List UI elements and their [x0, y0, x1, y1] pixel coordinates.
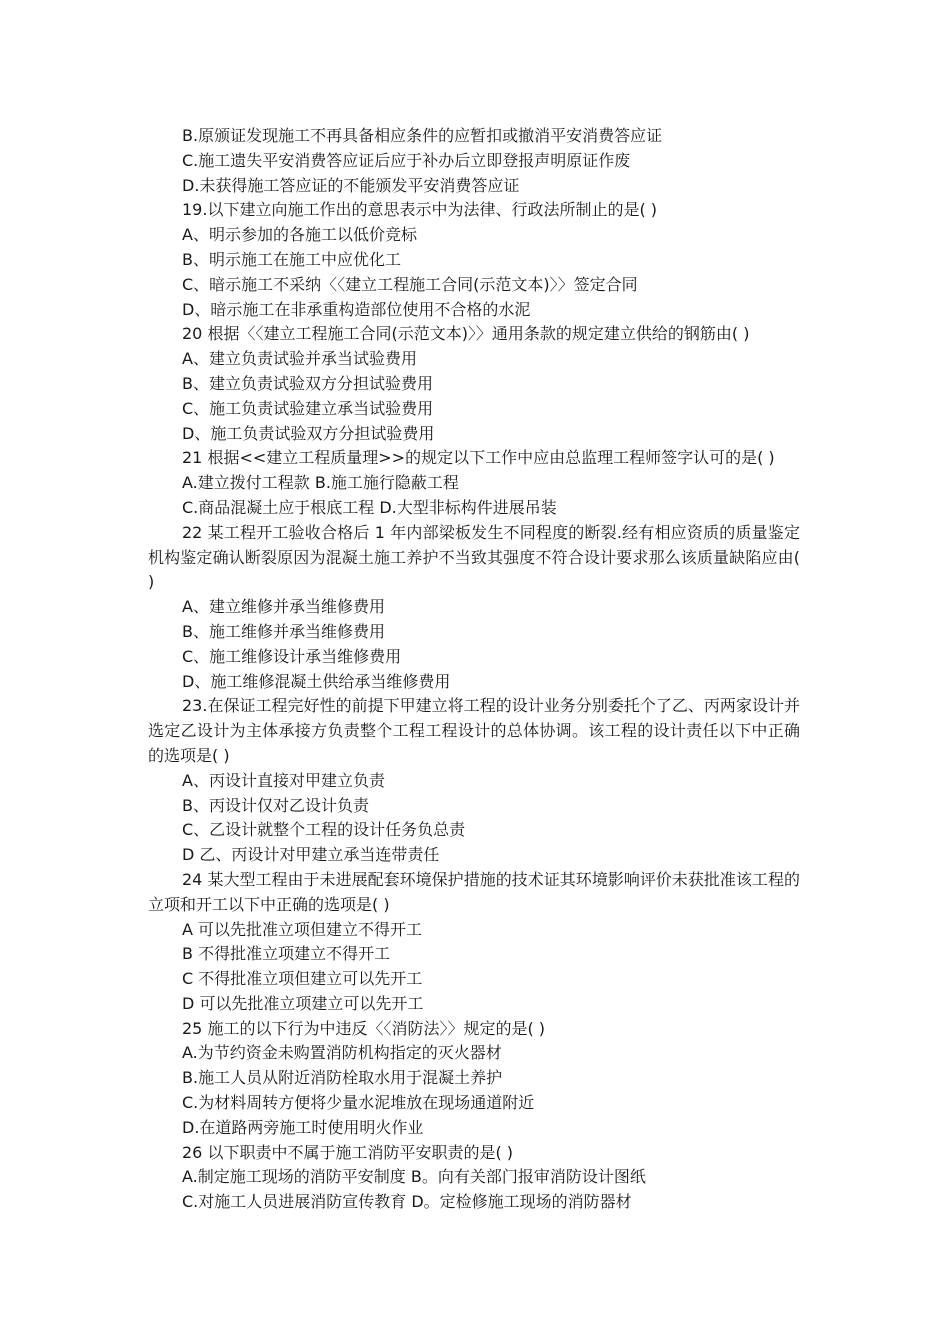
option-line: A、建立负责试验并承当试验费用 [182, 349, 417, 369]
option-line: C、乙设计就整个工程的设计任务负总责 [182, 820, 466, 840]
option-line: C、施工负责试验建立承当试验费用 [182, 398, 434, 418]
question-20: 20 根据〈〈建立工程施工合同(示范文本)〉〉通用条款的规定建立供给的钢筋由( ) [182, 324, 750, 344]
option-line: D、施工负责试验双方分担试验费用 [182, 423, 435, 443]
option-line: D 乙、丙设计对甲建立承当连带责任 [182, 845, 440, 865]
question-23: 23.在保证工程完好性的前提下甲建立将工程的设计业务分别委托个了乙、丙两家设计并选定乙设计为主体承接方负责整个工程工程设计的总体协调。该工程的设计责任以下中正确的选项是( ) [148, 696, 800, 765]
option-line: B、建立负责试验双方分担试验费用 [182, 373, 433, 393]
option-line: D 可以先批准立项建立可以先开工 [182, 993, 424, 1013]
option-line: B.原颁证发现施工不再具备相应条件的应暂扣或撤消平安消费答应证 [182, 126, 663, 145]
option-line: A.制定施工现场的消防平安制度 B。向有关部门报审消防设计图纸 [182, 1167, 646, 1187]
option-line: C、施工维修设计承当维修费用 [182, 646, 402, 666]
option-line: C.商品混凝土应于根底工程 D.大型非标构件进展吊装 [182, 497, 557, 517]
option-line: A.建立拨付工程款 B.施工施行隐蔽工程 [182, 473, 459, 493]
question-19: 19.以下建立向施工作出的意思表示中为法律、行政法所制止的是( ) [182, 200, 658, 220]
option-line: C.施工遗失平安消费答应证后应于补办后立即登报声明原证作废 [182, 150, 631, 170]
option-line: D.未获得施工答应证的不能颁发平安消费答应证 [182, 175, 520, 195]
option-line: B.施工人员从附近消防栓取水用于混凝土养护 [182, 1068, 503, 1088]
question-25: 25 施工的以下行为中违反〈〈消防法〉〉规定的是( ) [182, 1018, 546, 1038]
option-line: C.为材料周转方便将少量水泥堆放在现场通道附近 [182, 1093, 535, 1113]
option-line: D、施工维修混凝土供给承当维修费用 [182, 671, 451, 691]
option-line: A、丙设计直接对甲建立负责 [182, 770, 385, 790]
option-line: C.对施工人员进展消防宣传教育 D。定检修施工现场的消防器材 [182, 1192, 632, 1212]
option-line: D.在道路两旁施工时使用明火作业 [182, 1117, 424, 1137]
question-24: 24 某大型工程由于未进展配套环境保护措施的技术证其环境影响评价未获批准该工程的立项和开工以下中正确的选项是( ) [148, 869, 800, 914]
option-line: A 可以先批准立项但建立不得开工 [182, 919, 423, 939]
option-line: B 不得批准立项建立不得开工 [182, 944, 391, 964]
question-22: 22 某工程开工验收合格后 1 年内部梁板发生不同程度的断裂.经有相应资质的质量鉴定机构鉴定确认断裂原因为混凝土施工养护不当致其强度不符合设计要求那么该质量缺陷应由( ) [148, 522, 800, 592]
option-line: B、施工维修并承当维修费用 [182, 621, 385, 641]
question-26: 26 以下职责中不属于施工消防平安职责的是( ) [182, 1142, 514, 1162]
option-line: A.为节约资金未购置消防机构指定的灭火器材 [182, 1043, 502, 1063]
option-line: C、暗示施工不采纳〈〈建立工程施工合同(示范文本)〉〉签定合同 [182, 274, 638, 294]
document-page [148, 124, 800, 1215]
option-line: A、建立维修并承当维修费用 [182, 597, 385, 617]
option-line: B、明示施工在施工中应优化工 [182, 249, 401, 269]
question-21: 21 根据<<建立工程质量理>>的规定以下工作中应由总监理工程师签字认可的是( ) [182, 448, 775, 468]
option-line: D、暗示施工在非承重构造部位使用不合格的水泥 [182, 299, 531, 319]
option-line: A、明示参加的各施工以低价竞标 [182, 225, 417, 245]
option-line: C 不得批准立项但建立可以先开工 [182, 969, 423, 989]
option-line: B、丙设计仅对乙设计负责 [182, 795, 369, 815]
